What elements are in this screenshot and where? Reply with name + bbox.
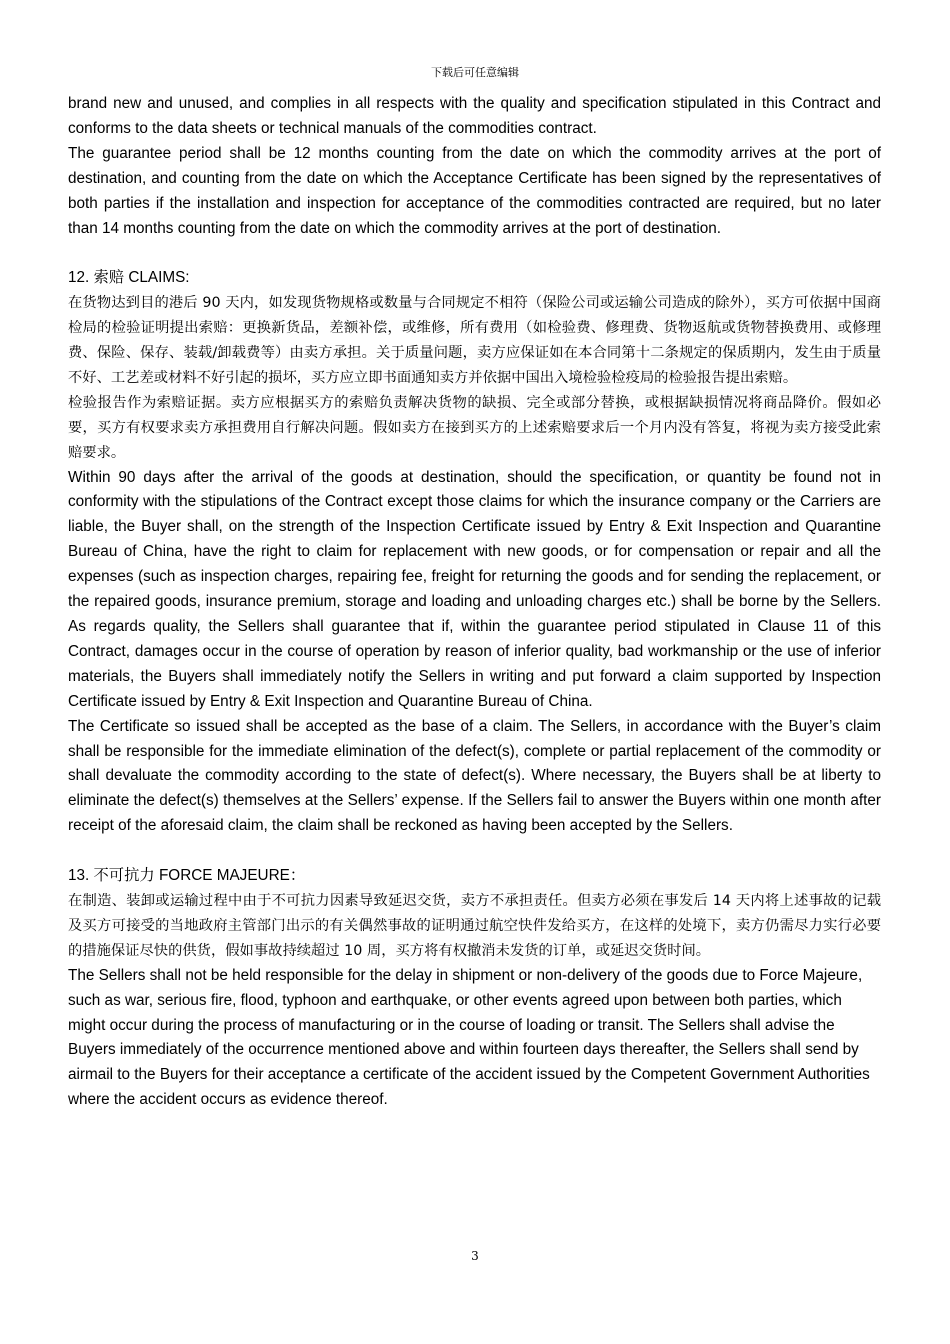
force-majeure-english-paragraph: The Sellers shall not be held responsible for the delay in shipment or non-delivery of the goods due to Force Majeure, such as war, serious fire, flood, typhoon and earthquake, or other events agreed upon between both parties, which might occur during the process of manufacturing or in the course of loading or transit. The Sellers shall advise the Buyers immediately of the occurrence mentioned above and within fourteen days thereafter, the Sellers shall send by airmail to the Buyers for their acceptance a certificate of the accident issued by the Competent Government Authorities where the accident occurs as evidence thereof.	[68, 966, 870, 1109]
section-spacer	[68, 839, 881, 864]
claims-chinese-paragraph-2: 检验报告作为索赔证据。卖方应根据买方的索赔负责解决货物的缺损、完全或部分替换，或根据缺损情况将商品降价。假如必要，买方有权要求卖方承担费用自行解决问题。假如卖方在接到买方的上述索赔要求后一个月内没有答复，将视为卖方接受此索赔要求。	[68, 394, 881, 461]
page-number: 3	[471, 1249, 479, 1263]
guarantee-paragraph-1: brand new and unused, and complies in all respects with the quality and specification stipulated in this Contract and conforms to the data sheets or technical manuals of the commodities contract.	[68, 95, 881, 137]
document-body	[68, 92, 881, 1113]
page-header: 下载后可任意编辑	[431, 66, 519, 79]
force-majeure-heading: 13. 不可抗力 FORCE MAJEURE：	[68, 867, 306, 885]
claims-english-paragraph-2: The Certificate so issued shall be accepted as the base of a claim. The Sellers, in accordance with the Buyer’s claim shall be responsible for the immediate elimination of the defect(s), complete or partial replacement of the commodity or shall devaluate the commodity according to the state of defect(s). Where necessary, the Buyers shall be at liberty to eliminate the defect(s) themselves at the Sellers’ expense. If the Sellers fail to answer the Buyers within one month after receipt of the aforesaid claim, the claim shall be reckoned as having been accepted by the Sellers.	[68, 717, 881, 835]
section-spacer	[68, 241, 881, 266]
claims-english-paragraph-1: Within 90 days after the arrival of the goods at destination, should the specification, or quantity be found not in conformity with the stipulations of the Contract except those claims for which the insurance company or the Carriers are liable, the Buyer shall, on the strength of the Inspection Certificate issued by Entry & Exit Inspection and Quarantine Bureau of China, have the right to claim for replacement with new goods, or for compensation or repair and all the expenses (such as inspection charges, repairing fee, freight for returning the goods and for sending the replacement, or the repaired goods, insurance premium, storage and loading and unloading charges etc.) shall be borne by the Sellers. As regards quality, the Sellers shall guarantee that if, within the guarantee period stipulated in Clause 11 of this Contract, damages occur in the course of operation by reason of inferior quality, bad workmanship or the use of inferior materials, the Buyers shall immediately notify the Sellers in writing and put forward a claim supported by Inspection Certificate issued by Entry & Exit Inspection and Quarantine Bureau of China.	[68, 468, 881, 710]
guarantee-paragraph-2: The guarantee period shall be 12 months counting from the date on which the commodity arrives at the port of destination, and counting from the date on which the Acceptance Certificate has been signed by the representatives of both parties if the installation and inspection for acceptance of the commodities contracted are required, but no later than 14 months counting from the date on which the commodity arrives at the port of destination.	[68, 144, 881, 237]
claims-chinese-paragraph-1: 在货物达到目的港后 90 天内，如发现货物规格或数量与合同规定不相符（保险公司或运输公司造成的除外），买方可依据中国商检局的检验证明提出索赔：更换新货品，差额补偿，或维修，所有费用（如检验费、修理费、货物返航或货物替换费用、或修理费、保险、保存、装载/卸载费等）由卖方承担。关于质量问题，卖方应保证如在本合同第十二条规定的保质期内，发生由于质量不好、工艺差或材料不好引起的损坏，买方应立即书面通知卖方并依据中国出入境检验检疫局的检验报告提出索赔。	[68, 295, 881, 386]
force-majeure-chinese-paragraph: 在制造、装卸或运输过程中由于不可抗力因素导致延迟交货，卖方不承担责任。但卖方必须在事发后 14 天内将上述事故的记载及买方可接受的当地政府主管部门出示的有关偶然事故的证明通过航空快件发给买方，在这样的处境下，卖方仍需尽力实行必要的措施保证尽快的供货，假如事故持续超过 10 周，买方将有权撤消未发货的订单，或延迟交货时间。	[68, 892, 881, 959]
claims-heading: 12. 索赔 CLAIMS:	[68, 269, 190, 287]
